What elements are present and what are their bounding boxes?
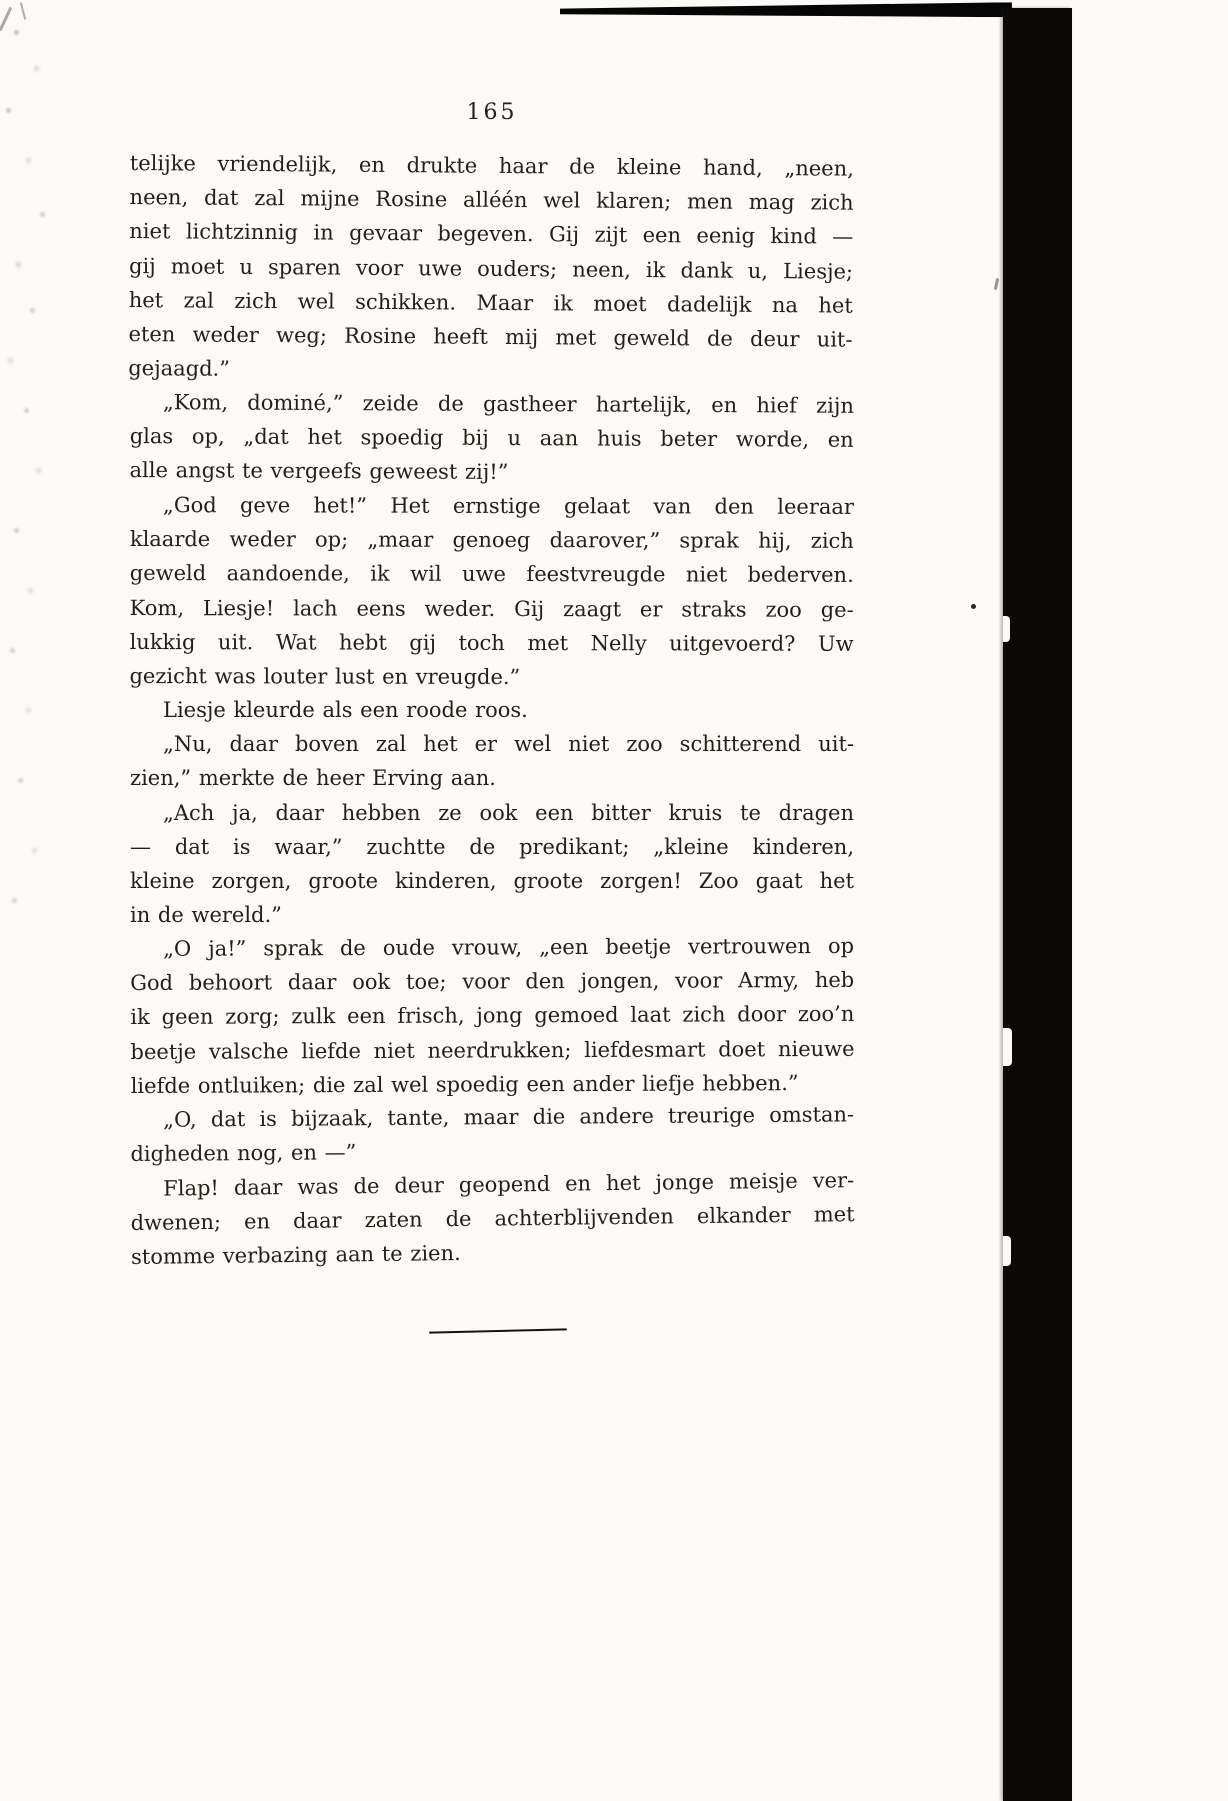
text-line: „Nu, daar boven zal het er wel niet zoo schitterend uit- (163, 732, 854, 757)
text-line: Liesje kleurde als een roode roos. (163, 698, 528, 722)
text-line: Kom, Liesje! lach eens weder. Gij zaagt er straks zoo ge- (129, 595, 854, 622)
paragraph (130, 693, 854, 727)
scan-corner-mark (0, 7, 12, 32)
paragraph (130, 1163, 855, 1274)
text-line: liefde ontluiken; die zal wel spoedig een ander liefje hebben.” (130, 1071, 799, 1099)
text-line: „God geve het!” Het ernstige gelaat van den leeraar (162, 492, 854, 519)
text-line: eten weder weg; Rosine heeft mij met geweld de deur uit- (128, 321, 853, 352)
text-line: gezicht was louter lust en vreugde.” (129, 663, 521, 689)
text-line: alle angst te vergeefs geweest zij!” (129, 458, 509, 485)
scan-binding-strip (1003, 8, 1072, 1801)
text-line: „Ach ja, daar hebben ze ook een bitter kruis te dragen (163, 800, 854, 825)
ink-dot (971, 604, 976, 609)
scan-speckles (0, 0, 5, 5)
text-line: stomme verbazing aan te zien. (130, 1240, 461, 1269)
paragraph (129, 488, 854, 695)
text-line: dwenen; en daar zaten de achterblijvenden elkander met (130, 1201, 855, 1235)
text-line: ik geen zorg; zulk een frisch, jong gemoed laat zich door zoo’n (130, 1002, 855, 1030)
text-line: beetje valsche liefde niet neerdrukken; liefdesmart doet nieuwe (130, 1036, 855, 1064)
text-line: zien,” merkte de heer Erving aan. (130, 766, 496, 791)
text-line: gij moet u sparen voor uwe ouders; neen, ik dank u, Liesje; (128, 253, 854, 284)
text-line: kleine zorgen, groote kinderen, groote zorgen! Zoo gaat het (130, 868, 854, 893)
text-line: telijke vriendelijk, en drukte haar de kleine hand, „neen, (129, 150, 854, 181)
text-line: „O ja!” sprak de oude vrouw, „een beetje vertrouwen op (163, 934, 855, 962)
margin-mark (994, 278, 999, 290)
text-line: het zal zich wel schikken. Maar ik moet dadelijk na het (128, 287, 853, 318)
text-line: Flap! daar was de deur geopend en het jonge meisje ver- (163, 1167, 855, 1201)
text-line: neen, dat zal mijne Rosine alléén wel klaren; men mag zich (129, 185, 854, 215)
text-line: gejaagd.” (128, 356, 231, 381)
paragraph (130, 727, 854, 795)
text-line: God behoort daar ook toe; voor den jongen, voor Army, heb (130, 968, 855, 996)
binding-strip-notch (1003, 616, 1010, 642)
text-block (130, 146, 854, 1274)
text-line: klaarde weder op; „maar genoeg daarover,” sprak hij, zich (129, 527, 854, 553)
scan-corner-mark (20, 2, 27, 20)
text-line: — dat is waar,” zuchtte de predikant; „kleine kinderen, (130, 834, 854, 859)
text-line: geweld aandoende, ik wil uwe feestvreugde niet bederven. (129, 561, 854, 588)
text-line: glas op, „dat het spoedig bij u aan huis beter worde, en (129, 424, 854, 453)
paragraph (128, 146, 854, 391)
binding-strip-notch (1003, 1236, 1011, 1266)
section-divider (429, 1328, 567, 1333)
text-line: lukkig uit. Wat hebt gij toch met Nelly uitgevoerd? Uw (129, 629, 854, 656)
paragraph (130, 796, 854, 933)
binding-strip-notch (1003, 1028, 1012, 1066)
scan-edge-top-bar (560, 2, 1012, 19)
page-number: 165 (466, 100, 518, 125)
text-line: digheden nog, en —” (130, 1140, 357, 1167)
paragraph (130, 929, 855, 1103)
paragraph (130, 1098, 855, 1172)
text-line: in de wereld.” (130, 903, 282, 928)
text-line: niet lichtzinnig in gevaar begeven. Gij zijt een eenig kind — (129, 219, 854, 250)
paragraph (129, 385, 854, 491)
text-line: „Kom, dominé,” zeide de gastheer hartelijk, en hief zijn (162, 390, 854, 419)
text-line: „O, dat is bijzaak, tante, maar die andere treurige omstan- (163, 1102, 855, 1132)
